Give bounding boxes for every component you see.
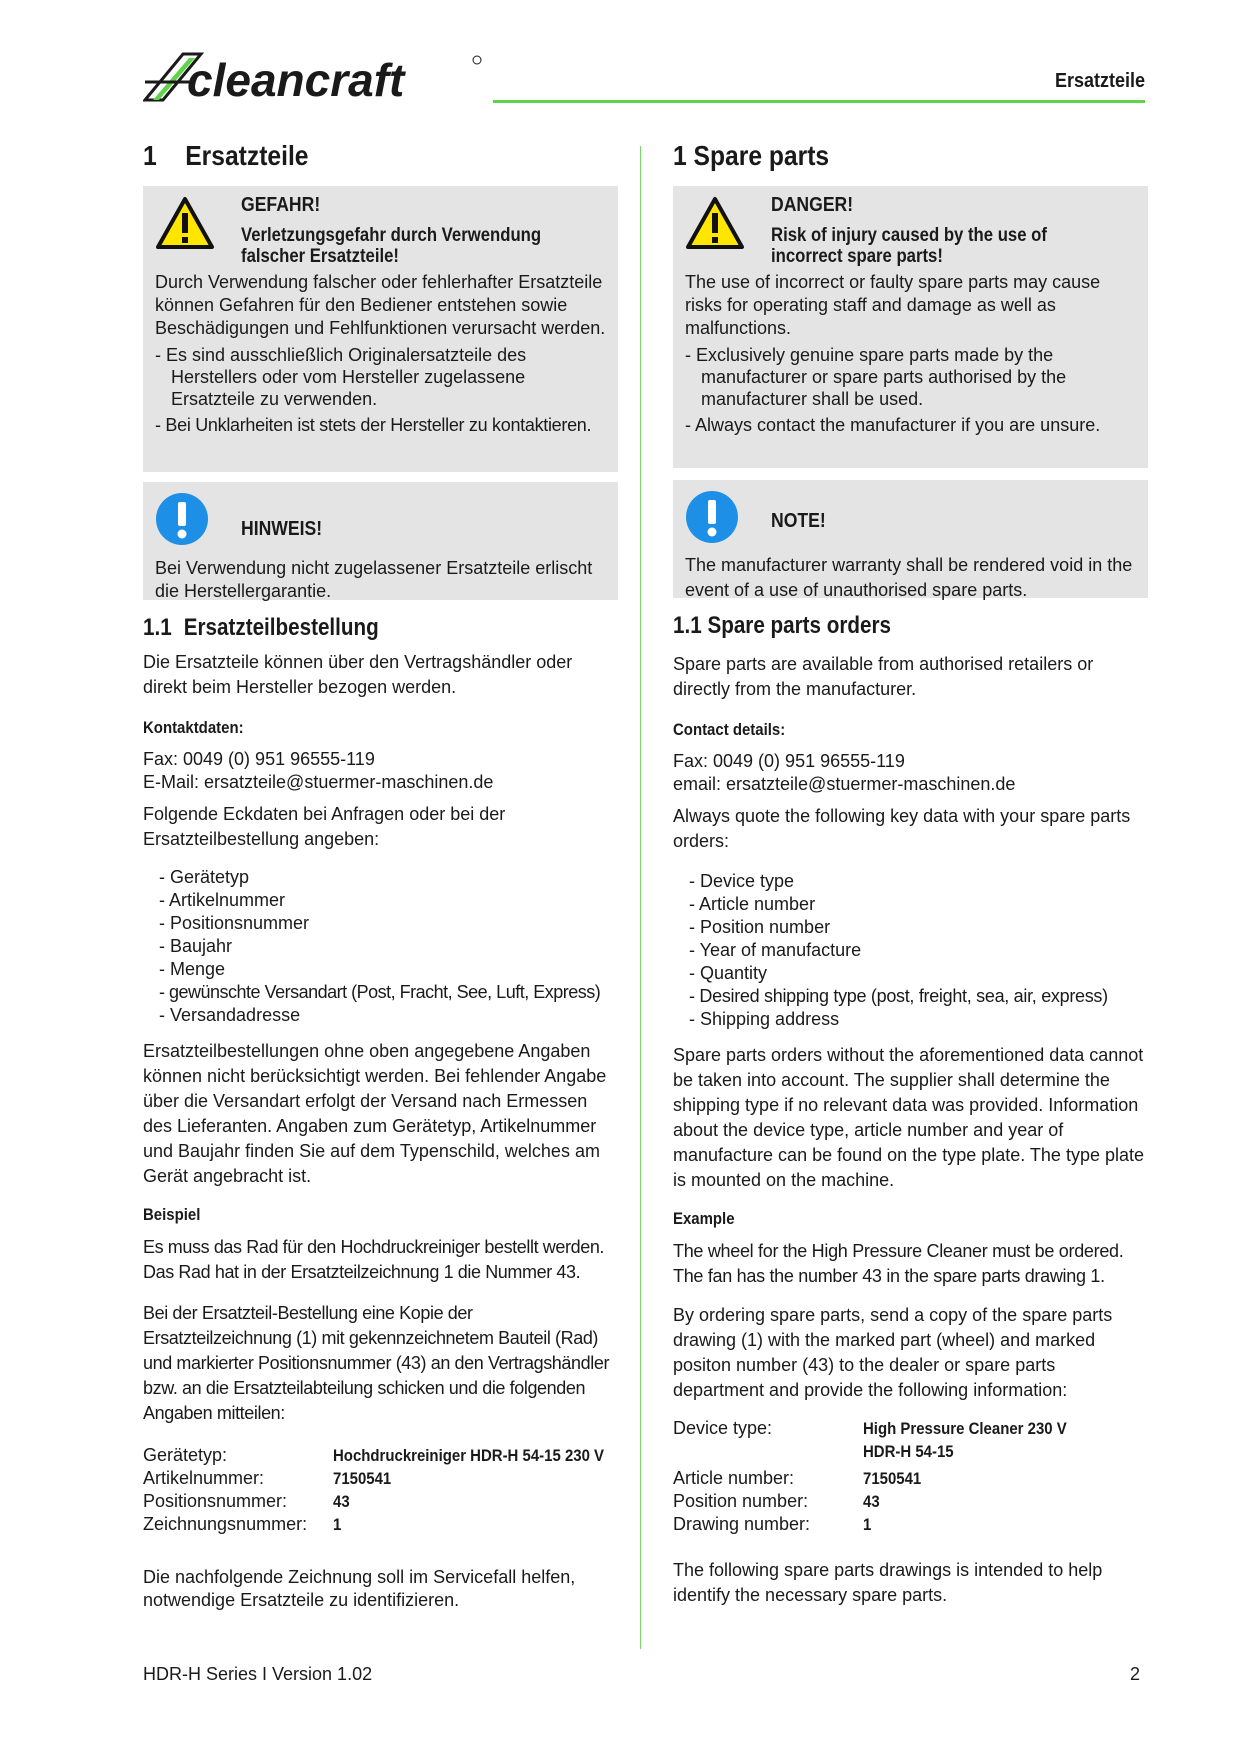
section-title: Ersatzteile — [185, 140, 309, 171]
list-item: - Bei Unklarheiten ist stets der Hersteller zu kontaktieren. — [155, 414, 606, 436]
email: E-Mail: ersatzteile@stuermer-maschinen.de — [143, 772, 494, 792]
note-text: Bei Verwendung nicht zugelassener Ersatzteile erlischt die Herstellergarantie. — [155, 558, 593, 601]
detail-value: High Pressure Cleaner 230 V — [863, 1419, 1067, 1438]
german-column — [143, 140, 618, 1612]
fax: Fax: 0049 (0) 951 96555-119 — [143, 749, 375, 769]
closing-text: The following spare parts drawings is intended to help identify the necessary spare parts. — [673, 1560, 1103, 1605]
detail-key: Zeichnungsnummer: — [143, 1514, 308, 1534]
subsection-heading-en — [673, 612, 1082, 640]
danger-box-en — [673, 186, 1148, 468]
list-item: - Positionsnummer — [159, 912, 618, 935]
list-item: - gewünschte Versandart (Post, Fracht, See, Luft, Express) — [159, 981, 618, 1004]
danger-subtitle: Risk of injury caused by the use of incorrect spare parts! — [771, 225, 1047, 267]
example-text: The wheel for the High Pressure Cleaner must be ordered. The fan has the number 43 in the spare parts drawing 1. — [673, 1241, 1124, 1286]
detail-value: 43 — [863, 1492, 880, 1511]
section-title: Spare parts — [693, 140, 830, 171]
detail-key: Artikelnummer: — [143, 1468, 265, 1488]
contact-label: Contact details: — [673, 720, 786, 739]
subsection-number: 1.1 — [143, 614, 172, 641]
detail-key: Gerätetyp: — [143, 1445, 228, 1465]
info-exclamation-icon — [685, 490, 739, 544]
detail-key: Device type: — [673, 1418, 773, 1438]
order-text: By ordering spare parts, send a copy of the spare parts drawing (1) with the marked part (wheel) and marked positon number (43) to the dealer or spare parts department and provide the following information: — [673, 1305, 1113, 1400]
detail-key: Drawing number: — [673, 1514, 811, 1534]
detail-key: Positionsnummer: — [143, 1491, 288, 1511]
list-item: - Article number — [689, 893, 1148, 916]
section-number: 1 — [143, 140, 157, 171]
example-text: Es muss das Rad für den Hochdruckreiniger bestellt werden. Das Rad hat in der Ersatzteilzeichnung 1 die Nummer 43. — [143, 1237, 605, 1282]
detail-value: 7150541 — [333, 1469, 392, 1488]
info-exclamation-icon — [155, 492, 209, 546]
note-title: NOTE! — [771, 510, 826, 532]
detail-value: HDR-H 54-15 — [863, 1442, 954, 1461]
danger-text: The use of incorrect or faulty spare parts may cause risks for operating staff and damage as well as malfunctions. — [685, 272, 1101, 338]
list-item: - Desired shipping type (post, freight, sea, air, express) — [689, 985, 1148, 1008]
list-item: - Year of manufacture — [689, 939, 1148, 962]
footer-version: HDR-H Series I Version 1.02 — [143, 1664, 373, 1684]
detail-key: Position number: — [673, 1491, 809, 1511]
subsection-title: Spare parts orders — [707, 612, 891, 639]
detail-value: Hochdruckreiniger HDR-H 54-15 230 V — [333, 1446, 605, 1465]
list-item: - Device type — [689, 870, 1148, 893]
note-text: The manufacturer warranty shall be rendered void in the event of a use of unauthorised spare parts. — [685, 555, 1133, 600]
column-divider — [640, 146, 641, 1649]
order-details — [673, 1417, 1148, 1536]
example-label: Beispiel — [143, 1205, 201, 1224]
warning-triangle-icon — [155, 196, 215, 250]
danger-title: GEFAHR! — [241, 194, 321, 216]
list-item: - Exclusively genuine spare parts made by the manufacturer or spare parts authorised by the manufacturer shall be used. — [685, 344, 1136, 410]
list-item: - Artikelnummer — [159, 889, 618, 912]
note-box-de — [143, 482, 618, 600]
header-rule — [493, 100, 1145, 103]
fax: Fax: 0049 (0) 951 96555-119 — [673, 751, 905, 771]
subsection-title: Ersatzteilbestellung — [183, 614, 379, 641]
list-item: - Shipping address — [689, 1008, 1148, 1031]
danger-list — [155, 344, 606, 436]
detail-key: Article number: — [673, 1468, 795, 1488]
list-item: - Menge — [159, 958, 618, 981]
section-heading-de — [143, 140, 561, 174]
email: email: ersatzteile@stuermer-maschinen.de — [673, 774, 1016, 794]
danger-text: Durch Verwendung falscher oder fehlerhafter Ersatzteile können Gefahren für den Bediener entstehen sowie Beschädigungen und Fehlfunktionen verursacht werden. — [155, 272, 606, 338]
list-item: - Es sind ausschließlich Originalersatzteile des Herstellers oder vom Hersteller zugelassene Ersatzteile zu verwenden. — [155, 344, 606, 410]
key-data-list — [689, 870, 1148, 1031]
order-details — [143, 1444, 618, 1536]
page-number: 2 — [1129, 1664, 1140, 1684]
detail-value: 7150541 — [863, 1469, 922, 1488]
contact-label: Kontaktdaten: — [143, 718, 244, 737]
orders-text: Ersatzteilbestellungen ohne oben angegebene Angaben können nicht berücksichtigt werden. Bei fehlender Angabe über die Versandart erfolgt der Versand nach Ermessen des Lieferanten. Angaben zum Gerätetyp, Artikelnummer und Baujahr finden Sie auf dem Typenschild, welches am Gerät angebracht ist. — [143, 1041, 607, 1186]
subsection-number: 1.1 — [673, 612, 702, 639]
list-item: - Versandadresse — [159, 1004, 618, 1027]
section-heading-en — [673, 140, 1091, 174]
danger-title: DANGER! — [771, 194, 854, 216]
closing-text: Die nachfolgende Zeichnung soll im Servicefall helfen, notwendige Ersatzteile zu identifizieren. — [143, 1567, 576, 1610]
list-item: - Position number — [689, 916, 1148, 939]
detail-value-group — [863, 1417, 1148, 1463]
note-box-en — [673, 480, 1148, 598]
intro-text: Spare parts are available from authorised retailers or directly from the manufacturer. — [673, 654, 1094, 699]
list-item: - Always contact the manufacturer if you are unsure. — [685, 414, 1136, 436]
english-column — [673, 140, 1148, 1608]
order-text: Bei der Ersatzteil-Bestellung eine Kopie der Ersatzteilzeichnung (1) mit gekennzeichnetem Bauteil (Rad) und markierter Positionsnummer (43) an den Vertragshändler bzw. an die Ersatzteilabteilung schicken und die folgenden Angaben mitteilen: — [143, 1303, 610, 1423]
detail-value: 1 — [863, 1515, 872, 1534]
key-data-intro: Folgende Eckdaten bei Anfragen oder bei der Ersatzteilbestellung angeben: — [143, 804, 506, 849]
list-item: - Baujahr — [159, 935, 618, 958]
section-number: 1 — [673, 140, 687, 171]
danger-box-de — [143, 186, 618, 472]
example-label: Example — [673, 1209, 735, 1228]
header-section-title: Ersatzteile — [1054, 70, 1145, 92]
subsection-heading-de — [143, 614, 552, 642]
danger-list — [685, 344, 1136, 436]
orders-text: Spare parts orders without the aforementioned data cannot be taken into account. The supplier shall determine the shipping type if no relevant data was provided. Information about the device type, article number and year of manufacture can be found on the type plate. The type plate is mounted on the machine. — [673, 1045, 1144, 1190]
svg-text:cleancraft: cleancraft — [187, 54, 405, 104]
warning-triangle-icon — [685, 196, 745, 250]
key-data-intro: Always quote the following key data with your spare parts orders: — [673, 806, 1131, 851]
list-item: - Quantity — [689, 962, 1148, 985]
danger-subtitle: Verletzungsgefahr durch Verwendung falscher Ersatzteile! — [241, 225, 542, 267]
detail-value: 43 — [333, 1492, 350, 1511]
list-item: - Gerätetyp — [159, 866, 618, 889]
intro-text: Die Ersatzteile können über den Vertragshändler oder direkt beim Hersteller bezogen werden. — [143, 652, 573, 697]
cleancraft-logo — [143, 52, 483, 104]
detail-value: 1 — [333, 1515, 342, 1534]
note-title: HINWEIS! — [241, 518, 323, 540]
key-data-list — [159, 866, 618, 1027]
